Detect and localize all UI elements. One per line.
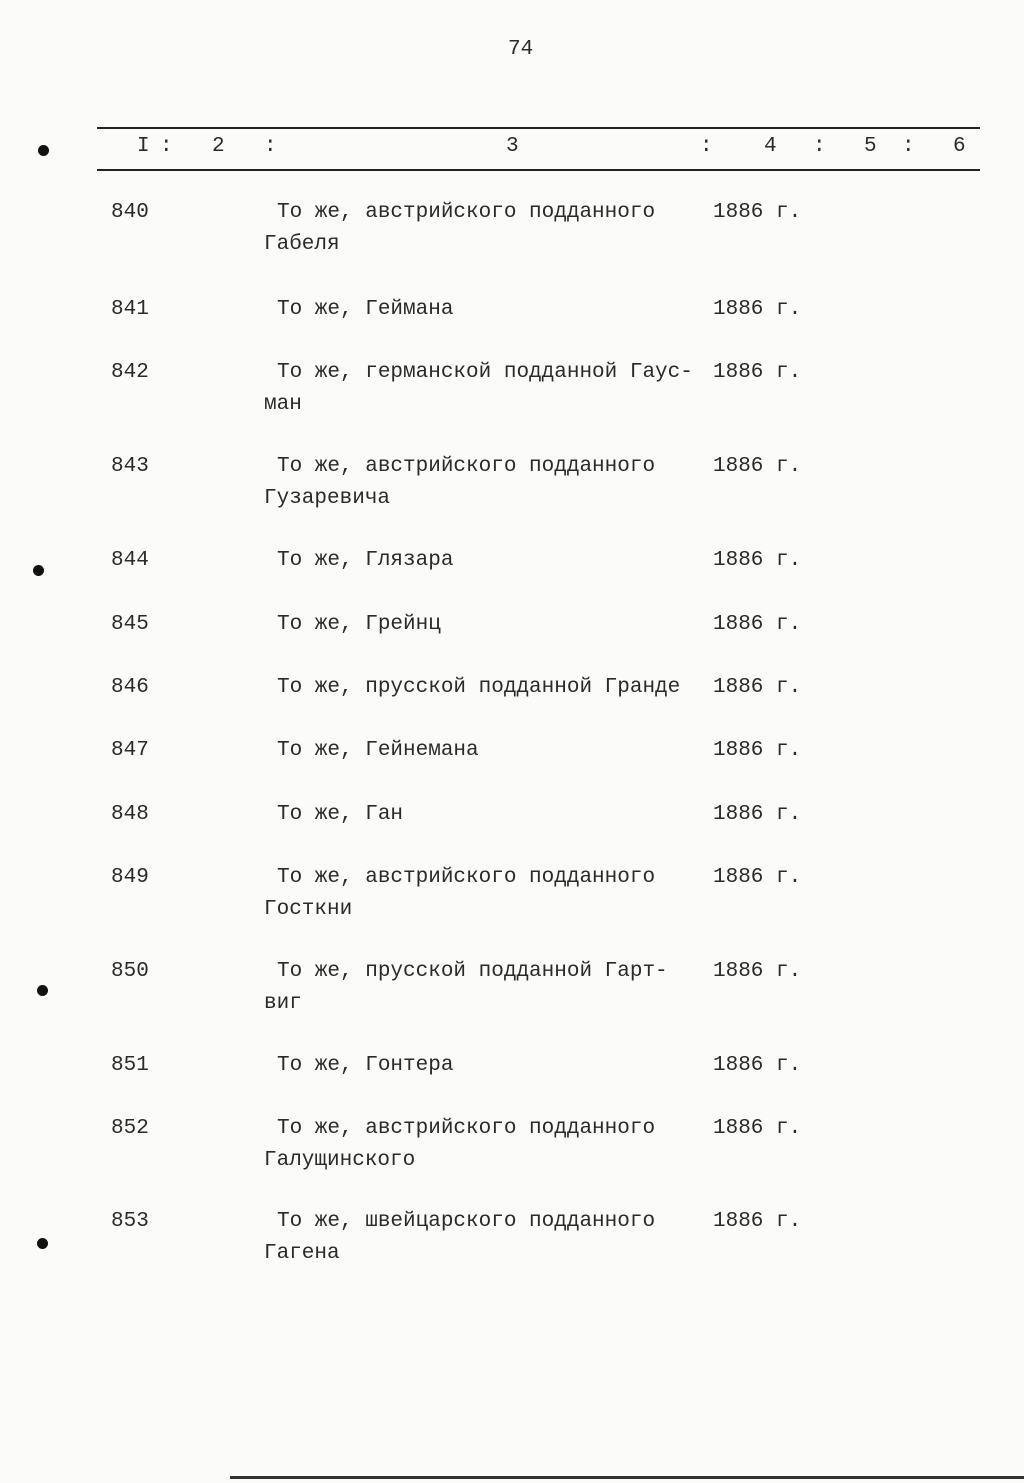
row-description: То же, Гейнемана — [277, 739, 479, 762]
column-header-2: 2 — [212, 135, 225, 158]
row-year: 1886 г. — [713, 613, 802, 636]
row-number: 841 — [111, 298, 149, 321]
row-description-continued: Гузаревича — [264, 487, 391, 510]
row-number: 845 — [111, 613, 149, 636]
row-year: 1886 г. — [713, 549, 802, 572]
row-description-continued: Галущинского — [264, 1149, 416, 1172]
bottom-edge-rule — [230, 1476, 1024, 1479]
page-number: 74 — [508, 38, 534, 61]
binder-hole — [37, 1238, 48, 1249]
row-year: 1886 г. — [713, 803, 802, 826]
row-year: 1886 г. — [713, 1210, 802, 1233]
row-description: То же, Гонтера — [277, 1054, 454, 1077]
column-header-6: 6 — [953, 135, 966, 158]
column-header-5: 5 — [864, 135, 877, 158]
row-number: 846 — [111, 676, 149, 699]
row-year: 1886 г. — [713, 455, 802, 478]
header-bottom-rule — [97, 169, 980, 171]
row-description-continued: Госткни — [264, 898, 353, 921]
row-description-continued: виг — [264, 992, 302, 1015]
row-year: 1886 г. — [713, 866, 802, 889]
row-year: 1886 г. — [713, 960, 802, 983]
row-description-continued: Габеля — [264, 233, 340, 256]
column-header-1: I — [137, 135, 150, 158]
row-description: То же, австрийского подданного — [277, 866, 656, 889]
row-description-continued: Гагена — [264, 1242, 340, 1265]
binder-hole — [37, 985, 48, 996]
row-number: 843 — [111, 455, 149, 478]
row-year: 1886 г. — [713, 1054, 802, 1077]
row-year: 1886 г. — [713, 1117, 802, 1140]
row-number: 852 — [111, 1117, 149, 1140]
row-year: 1886 г. — [713, 739, 802, 762]
column-separator: : — [902, 135, 915, 158]
column-header-4: 4 — [764, 135, 777, 158]
row-description: То же, австрийского подданного — [277, 1117, 656, 1140]
column-separator: : — [700, 135, 713, 158]
row-year: 1886 г. — [713, 676, 802, 699]
column-separator: : — [264, 135, 277, 158]
row-number: 851 — [111, 1054, 149, 1077]
row-year: 1886 г. — [713, 361, 802, 384]
binder-hole — [33, 565, 44, 576]
row-description: То же, Глязара — [277, 549, 454, 572]
row-description: То же, Геймана — [277, 298, 454, 321]
row-description: То же, германской подданной Гаус- — [277, 361, 693, 384]
row-number: 847 — [111, 739, 149, 762]
row-number: 840 — [111, 201, 149, 224]
row-number: 848 — [111, 803, 149, 826]
row-number: 842 — [111, 361, 149, 384]
column-separator: : — [813, 135, 826, 158]
header-top-rule — [97, 127, 980, 129]
row-description: То же, Ган — [277, 803, 404, 826]
column-separator: : — [160, 135, 173, 158]
row-year: 1886 г. — [713, 201, 802, 224]
row-number: 844 — [111, 549, 149, 572]
row-year: 1886 г. — [713, 298, 802, 321]
row-description: То же, австрийского подданного — [277, 201, 656, 224]
row-description: То же, прусской подданной Гранде — [277, 676, 681, 699]
row-description: То же, прусской подданной Гарт- — [277, 960, 668, 983]
row-number: 853 — [111, 1210, 149, 1233]
row-description: То же, Грейнц — [277, 613, 441, 636]
column-header-3: 3 — [506, 135, 519, 158]
row-description: То же, швейцарского подданного — [277, 1210, 656, 1233]
row-description: То же, австрийского подданного — [277, 455, 656, 478]
row-number: 849 — [111, 866, 149, 889]
row-number: 850 — [111, 960, 149, 983]
row-description-continued: ман — [264, 393, 302, 416]
binder-hole — [38, 145, 49, 156]
